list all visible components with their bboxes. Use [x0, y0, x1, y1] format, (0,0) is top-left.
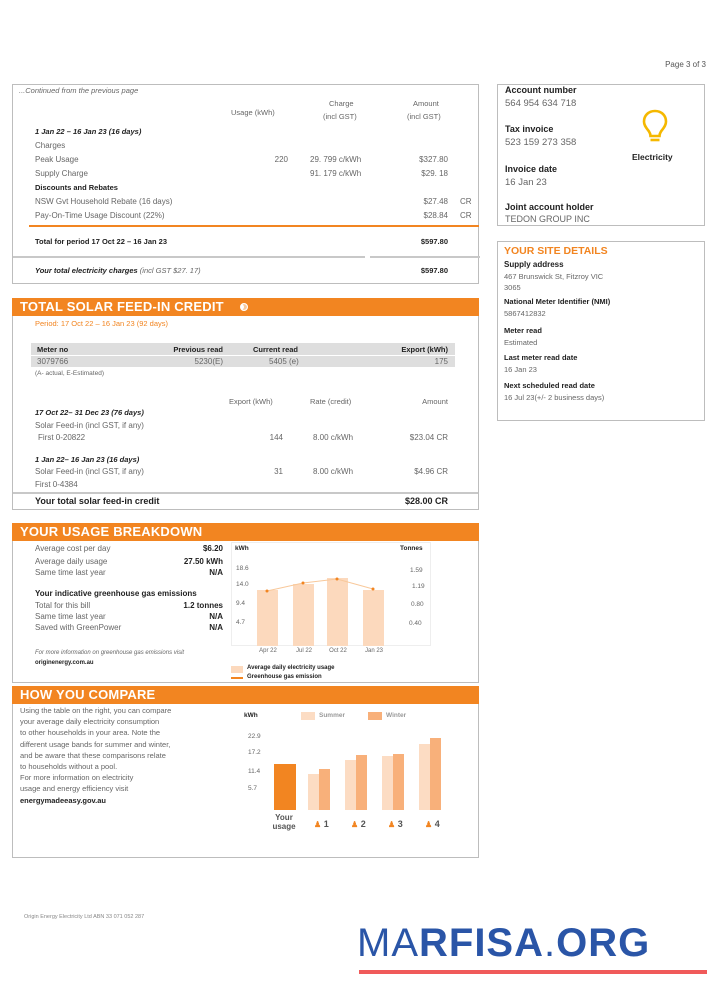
usage-y-tick-1: 4.7	[236, 619, 246, 626]
compare-bar-3-winter	[393, 754, 404, 810]
site-details-panel	[497, 241, 705, 421]
legend-summer-label: Summer	[319, 712, 346, 719]
household-size: 2	[360, 819, 366, 829]
usage-header: Usage (kWh)	[231, 108, 275, 117]
charges-panel	[12, 84, 479, 284]
compare-y-tick-3: 17.2	[248, 749, 261, 756]
usage-breakdown-panel	[12, 523, 479, 683]
discount-rebate-amount: $27.48	[423, 197, 448, 206]
solar-total-divider	[13, 492, 478, 494]
compare-text	[20, 705, 171, 806]
solar-period: Period: 17 Oct 22 – 16 Jan 23 (92 days)	[35, 319, 168, 328]
compare-text-line: different usage bands for summer and winter,	[20, 739, 171, 749]
nmi-value: 5867412832	[504, 309, 546, 318]
previous-read-value: 5230(E)	[194, 357, 223, 366]
emission-greenpower-value: N/A	[209, 623, 223, 632]
compare-bar-3-summer	[382, 756, 393, 810]
amount-header-1: Amount	[413, 99, 439, 108]
continued-note: ...Continued from the previous page	[19, 86, 139, 95]
last-read-label: Last meter read date	[504, 353, 578, 362]
meter-read-value: Estimated	[504, 338, 538, 347]
charge-line-supply: Supply Charge	[35, 169, 88, 178]
charge-header-2: (incl GST)	[323, 112, 357, 121]
compare-chart	[235, 709, 455, 849]
invoice-date-label: Invoice date	[505, 164, 558, 174]
usage-chart	[227, 542, 437, 682]
emission-total-value: 1.2 tonnes	[183, 601, 223, 610]
compare-y-tick-2: 11.4	[248, 768, 261, 775]
current-read-header: Current read	[253, 345, 299, 354]
divider-left	[13, 256, 365, 258]
compare-bar-4-winter	[430, 738, 441, 810]
sun-icon	[240, 303, 248, 311]
tax-invoice: 523 159 273 358	[505, 137, 577, 148]
household-size: 4	[434, 819, 440, 829]
usage-y2-tick-2: 0.80	[411, 601, 424, 608]
stat-last-year-value: N/A	[209, 568, 223, 577]
compare-y-tick-1: 5.7	[248, 785, 258, 792]
account-panel	[497, 84, 705, 226]
joint-holder: TEDON GROUP INC	[505, 214, 590, 224]
supply-address-label: Supply address	[504, 260, 564, 269]
stat-avg-usage-label: Average daily usage	[35, 557, 108, 566]
legend-summer-swatch	[301, 712, 315, 720]
discount-paytime: Pay-On-Time Usage Discount (22%)	[35, 211, 165, 220]
household-1-label	[314, 819, 329, 829]
meter-no-value: 3079766	[37, 357, 69, 366]
page-indicator: Page 3 of 3	[665, 60, 706, 69]
legend-usage-swatch	[231, 666, 243, 673]
usage-y2-tick-3: 1.19	[412, 583, 425, 590]
usage-footnote-1: For more information on greenhouse gas emissions visit	[35, 650, 185, 656]
legend-winter-label: Winter	[386, 712, 407, 719]
total-charges	[35, 265, 201, 276]
supply-address-line1: 467 Brunswick St, Fitzroy VIC	[504, 272, 604, 281]
emission-last-year-label: Same time last year	[35, 612, 106, 621]
current-read-value: 5405 (e)	[269, 357, 299, 366]
usage-chart-ylabel: kWh	[235, 545, 249, 552]
person-icon: ♟	[425, 820, 433, 829]
account-number-label: Account number	[505, 85, 577, 95]
solar-total-amount: $28.00 CR	[404, 496, 448, 506]
previous-read-header: Previous read	[173, 345, 223, 354]
total-period-amount: $597.80	[420, 237, 448, 246]
compare-text-line: your average daily electricity consumption	[20, 717, 160, 727]
solar-panel	[12, 298, 479, 510]
stat-avg-cost-label: Average cost per day	[35, 544, 111, 553]
lightbulb-icon	[642, 109, 668, 145]
site-details-title: YOUR SITE DETAILS	[504, 245, 608, 257]
usage-footnote-link[interactable]: originenergy.com.au	[35, 660, 94, 666]
compare-bar-1-winter	[319, 769, 330, 810]
solar-period-2-rate: 8.00 c/kWh	[313, 467, 354, 476]
solar-period-2-line1: Solar Feed-in (incl GST, if any)	[35, 467, 144, 476]
discount-rebate-cr: CR	[460, 197, 472, 206]
solar-period-1-rate: 8.00 c/kWh	[313, 433, 354, 442]
last-read-value: 16 Jan 23	[504, 365, 537, 374]
discount-paytime-amount: $28.84	[423, 211, 448, 220]
emissions-title: Your indicative greenhouse gas emissions	[35, 589, 197, 598]
emission-last-year-value: N/A	[209, 612, 223, 621]
amount-header-2: (incl GST)	[407, 112, 441, 121]
compare-bar-your-usage	[274, 764, 296, 810]
usage-y-tick-4: 18.6	[236, 565, 249, 572]
discounts-label: Discounts and Rebates	[35, 183, 118, 192]
emission-total-label: Total for this bill	[35, 601, 91, 610]
charge-header-1: Charge	[329, 99, 354, 108]
supply-amount: $29. 18	[421, 169, 448, 178]
household-3-label	[388, 819, 403, 829]
compare-bar-4-summer	[419, 744, 430, 810]
usage-x-jan: Jan 23	[364, 648, 383, 654]
compare-text-line: to households without a pool.	[20, 762, 118, 772]
usage-y-tick-3: 14.0	[236, 581, 249, 588]
watermark-underline	[359, 970, 707, 974]
compare-bar-2-winter	[356, 755, 367, 810]
next-read-label: Next scheduled read date	[504, 381, 595, 390]
supply-address-line2: 3065	[504, 283, 521, 292]
emission-greenpower-label: Saved with GreenPower	[35, 623, 122, 632]
export-value: 175	[434, 357, 448, 366]
compare-header: HOW YOU COMPARE	[12, 686, 479, 704]
household-2-label	[351, 819, 366, 829]
solar-period-1-export: 144	[269, 433, 283, 442]
total-charges-gst: (incl GST $27. 17)	[139, 266, 201, 275]
person-icon: ♟	[351, 820, 359, 829]
meter-note: (A- actual, E-Estimated)	[35, 370, 104, 377]
compare-text-line: Using the table on the right, you can compare	[20, 706, 172, 715]
solar-header	[12, 298, 479, 316]
compare-bar-1-summer	[308, 774, 319, 810]
period-title: 1 Jan 22 – 16 Jan 23 (16 days)	[35, 127, 142, 136]
peak-usage: 220	[274, 155, 288, 164]
compare-text-line: to other households in your area. Note the	[20, 728, 161, 738]
legend-usage-label: Average daily electricity usage	[247, 665, 335, 671]
export-header: Export (kWh)	[401, 345, 448, 354]
usage-x-apr: Apr 22	[259, 648, 277, 654]
solar-period-1-title: 17 Oct 22– 31 Dec 23 (76 days)	[35, 408, 144, 417]
solar-amount-header: Amount	[422, 397, 448, 406]
compare-text-line: and be aware that these comparisons relate	[20, 750, 166, 760]
watermark-dot: .	[544, 921, 557, 965]
usage-y-tick-2: 9.4	[236, 600, 246, 607]
supply-charge: 91. 179 c/kWh	[310, 169, 362, 178]
watermark-logo	[357, 920, 650, 966]
legend-emission-swatch	[231, 677, 243, 679]
orange-divider	[29, 225, 479, 227]
total-charges-label: Your total electricity charges	[35, 266, 138, 275]
solar-rate-header: Rate (credit)	[310, 397, 352, 406]
solar-total-label: Your total solar feed-in credit	[35, 496, 160, 506]
peak-charge: 29. 799 c/kWh	[310, 155, 362, 164]
joint-holder-label: Joint account holder	[505, 202, 594, 212]
solar-period-1-line2: First 0-20822	[38, 433, 86, 442]
watermark-left: MA	[357, 921, 419, 965]
household-size: 3	[397, 819, 403, 829]
solar-period-2-title: 1 Jan 22– 16 Jan 23 (16 days)	[35, 455, 140, 464]
invoice-date: 16 Jan 23	[505, 177, 547, 188]
usage-y2-tick-1: 0.40	[409, 620, 422, 627]
account-number: 564 954 634 718	[505, 98, 577, 109]
stat-avg-cost-value: $6.20	[202, 544, 223, 553]
compare-link[interactable]: energymadeeasy.gov.au	[20, 795, 107, 805]
person-icon: ♟	[388, 820, 396, 829]
service-type: Electricity	[632, 152, 673, 162]
solar-period-1-line1: Solar Feed-in (incl GST, if any)	[35, 421, 144, 430]
total-charges-amount: $597.80	[420, 266, 448, 275]
stat-last-year-label: Same time last year	[35, 568, 106, 577]
legend-winter-swatch	[368, 712, 382, 720]
solar-period-1-amount: $23.04 CR	[409, 433, 448, 442]
compare-panel	[12, 686, 479, 858]
next-read-value: 16 Jul 23(+/- 2 business days)	[504, 393, 605, 402]
divider-right	[370, 256, 480, 258]
emission-line	[227, 542, 437, 652]
compare-chart-ylabel: kWh	[244, 712, 258, 719]
solar-export-header: Export (kWh)	[229, 397, 273, 406]
discount-rebate: NSW Gvt Household Rebate (16 days)	[35, 197, 173, 206]
household-size: 1	[323, 819, 329, 829]
meter-no-header: Meter no	[37, 345, 69, 354]
compare-text-line: usage and energy efficiency visit	[20, 784, 129, 794]
nmi-label: National Meter Identifier (NMI)	[504, 297, 611, 306]
total-period-label: Total for period 17 Oct 22 – 16 Jan 23	[35, 237, 167, 246]
tax-invoice-label: Tax invoice	[505, 124, 554, 134]
compare-text-line: For more information on electricity	[20, 773, 134, 783]
peak-amount: $327.80	[419, 155, 448, 164]
company-footer: Origin Energy Electricity Ltd ABN 33 071 052 287	[24, 914, 145, 920]
usage-x-jul: Jul 22	[295, 648, 312, 654]
usage-x-oct: Oct 22	[329, 648, 347, 654]
compare-y-tick-4: 22.9	[248, 733, 261, 740]
stat-avg-usage-value: 27.50 kWh	[183, 557, 223, 566]
usage-chart-y2label: Tonnes	[400, 545, 423, 552]
usage-y2-tick-4: 1.59	[410, 567, 423, 574]
legend-emission-label: Greenhouse gas emission	[247, 674, 322, 680]
charges-label: Charges	[35, 141, 66, 150]
solar-period-2-line2: First 0-4384	[35, 480, 78, 489]
household-4-label	[425, 819, 440, 829]
watermark-bold: RFISA	[419, 921, 544, 965]
solar-period-2-export: 31	[274, 467, 283, 476]
charge-line-peak: Peak Usage	[35, 155, 79, 164]
solar-title: TOTAL SOLAR FEED-IN CREDIT	[20, 299, 224, 314]
compare-x-your-usage: Your usage	[272, 813, 296, 831]
watermark-right: ORG	[556, 921, 651, 965]
solar-period-2-amount: $4.96 CR	[414, 467, 448, 476]
person-icon: ♟	[314, 820, 322, 829]
meter-read-label: Meter read	[504, 326, 542, 335]
usage-breakdown-header: YOUR USAGE BREAKDOWN	[12, 523, 479, 541]
compare-bar-2-summer	[345, 760, 356, 810]
discount-paytime-cr: CR	[460, 211, 472, 220]
